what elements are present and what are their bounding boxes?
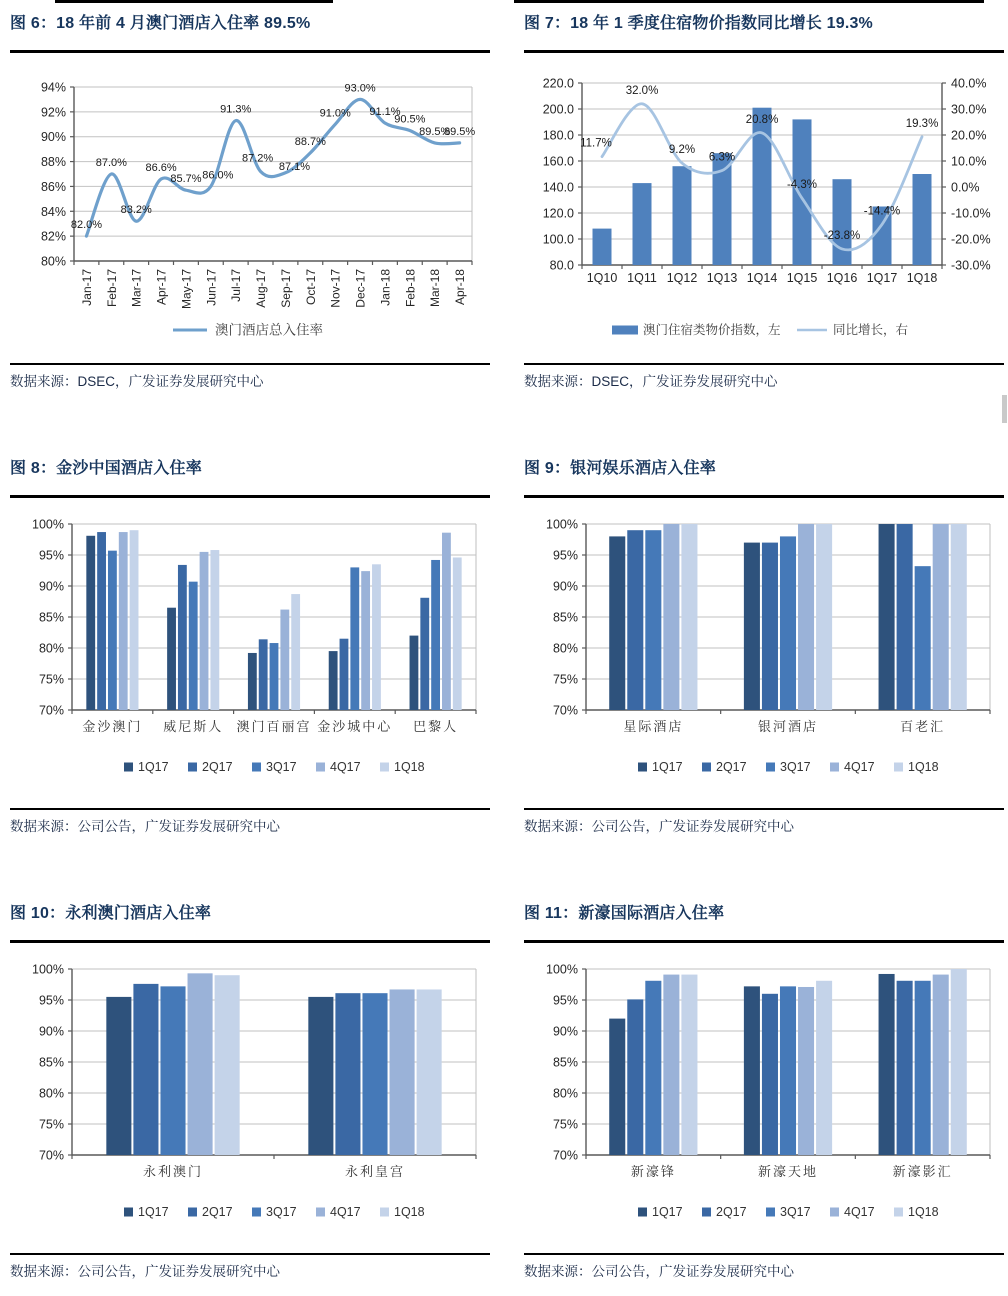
- figure-6-source: 数据来源：DSEC，广发证券发展研究中心: [10, 374, 264, 389]
- svg-text:40.0%: 40.0%: [951, 76, 987, 91]
- svg-text:86.6%: 86.6%: [145, 161, 177, 174]
- svg-text:新濠天地: 新濠天地: [757, 1164, 819, 1179]
- svg-text:1Q18: 1Q18: [394, 760, 425, 774]
- svg-text:90%: 90%: [552, 579, 578, 594]
- svg-text:Jun-17: Jun-17: [204, 269, 219, 306]
- figure-9-source: 数据来源：公司公告，广发证券发展研究中心: [524, 819, 794, 834]
- svg-text:70%: 70%: [552, 1148, 578, 1163]
- svg-text:1Q13: 1Q13: [706, 271, 738, 285]
- svg-text:-10.0%: -10.0%: [951, 206, 991, 221]
- svg-text:Feb-18: Feb-18: [403, 269, 418, 308]
- svg-text:9.2%: 9.2%: [668, 144, 696, 157]
- svg-text:120.0: 120.0: [542, 206, 574, 221]
- svg-text:160.0: 160.0: [542, 154, 574, 169]
- sands-china-occupancy-bar-chart: [10, 498, 490, 798]
- scrollbar-fragment: [1002, 395, 1007, 423]
- svg-text:-20.0%: -20.0%: [951, 232, 991, 247]
- svg-text:91.1%: 91.1%: [369, 106, 401, 119]
- svg-text:3Q17: 3Q17: [266, 760, 297, 774]
- svg-text:80%: 80%: [38, 1086, 64, 1101]
- galaxy-occupancy-bar-chart: [524, 498, 1004, 798]
- svg-text:100%: 100%: [32, 517, 64, 532]
- svg-text:89.5%: 89.5%: [419, 125, 451, 138]
- svg-text:95%: 95%: [38, 993, 64, 1008]
- svg-text:100%: 100%: [32, 962, 64, 977]
- svg-text:1Q18: 1Q18: [906, 271, 938, 285]
- svg-text:85%: 85%: [552, 610, 578, 625]
- svg-text:10.0%: 10.0%: [951, 154, 987, 169]
- svg-text:1Q17: 1Q17: [138, 1205, 169, 1219]
- svg-text:75%: 75%: [552, 672, 578, 687]
- figure-11-source: 数据来源：公司公告，广发证券发展研究中心: [524, 1264, 794, 1279]
- svg-text:100%: 100%: [546, 962, 578, 977]
- svg-text:11.7%: 11.7%: [580, 137, 612, 150]
- svg-text:90.5%: 90.5%: [394, 113, 426, 126]
- svg-text:Aug-17: Aug-17: [254, 269, 269, 308]
- svg-text:Apr-17: Apr-17: [154, 269, 169, 306]
- svg-text:2Q17: 2Q17: [716, 760, 747, 774]
- figure-11-title: 图 11：新濠国际酒店入住率: [524, 905, 725, 922]
- svg-text:May-17: May-17: [179, 269, 194, 310]
- figure-8-source: 数据来源：公司公告，广发证券发展研究中心: [10, 819, 280, 834]
- svg-text:70%: 70%: [552, 703, 578, 718]
- svg-text:1Q10: 1Q10: [586, 271, 618, 285]
- macau-hotel-occupancy-line-chart: [10, 53, 490, 353]
- svg-text:1Q12: 1Q12: [666, 271, 698, 285]
- melco-occupancy-bar-chart: [524, 943, 1004, 1243]
- figure-grid: [10, 0, 1008, 1287]
- figure-panel-6: [10, 0, 490, 397]
- svg-text:1Q17: 1Q17: [138, 760, 169, 774]
- svg-text:30.0%: 30.0%: [951, 102, 987, 117]
- svg-text:82%: 82%: [40, 229, 66, 244]
- svg-text:同比增长，右: 同比增长，右: [833, 323, 909, 337]
- svg-text:金沙澳门: 金沙澳门: [82, 719, 143, 734]
- svg-text:1Q17: 1Q17: [652, 760, 683, 774]
- svg-text:75%: 75%: [38, 672, 64, 687]
- svg-text:95%: 95%: [552, 548, 578, 563]
- svg-text:3Q17: 3Q17: [266, 1205, 297, 1219]
- svg-text:87.1%: 87.1%: [278, 160, 311, 173]
- svg-text:Nov-17: Nov-17: [328, 269, 343, 308]
- svg-text:88.7%: 88.7%: [294, 135, 326, 148]
- figure-7-title: 图 7：18 年 1 季度住宿物价指数同比增长 19.3%: [524, 15, 873, 32]
- svg-text:1Q17: 1Q17: [866, 271, 898, 285]
- svg-text:85.7%: 85.7%: [170, 173, 202, 186]
- svg-text:6.3%: 6.3%: [708, 151, 736, 164]
- svg-text:4Q17: 4Q17: [844, 760, 875, 774]
- svg-text:0.0%: 0.0%: [951, 180, 980, 195]
- svg-text:金沙城中心: 金沙城中心: [317, 719, 393, 734]
- svg-text:90%: 90%: [40, 130, 66, 145]
- svg-text:140.0: 140.0: [542, 180, 574, 195]
- svg-text:Apr-18: Apr-18: [453, 269, 468, 306]
- svg-text:100%: 100%: [546, 517, 578, 532]
- svg-text:90%: 90%: [38, 1024, 64, 1039]
- svg-text:Mar-17: Mar-17: [129, 269, 144, 308]
- svg-text:86%: 86%: [40, 179, 66, 194]
- figure-6-title: 图 6：18 年前 4 月澳门酒店入住率 89.5%: [10, 15, 311, 32]
- svg-text:89.5%: 89.5%: [443, 125, 476, 138]
- svg-text:1Q17: 1Q17: [652, 1205, 683, 1219]
- svg-text:100.0: 100.0: [542, 232, 574, 247]
- svg-text:百老汇: 百老汇: [900, 719, 946, 734]
- svg-text:澳门百丽宫: 澳门百丽宫: [236, 719, 312, 734]
- svg-text:Jul-17: Jul-17: [229, 269, 244, 302]
- svg-text:2Q17: 2Q17: [202, 760, 233, 774]
- svg-text:20.8%: 20.8%: [745, 113, 779, 126]
- svg-text:75%: 75%: [552, 1117, 578, 1132]
- svg-text:威尼斯人: 威尼斯人: [163, 719, 224, 734]
- svg-text:180.0: 180.0: [542, 128, 574, 143]
- svg-text:2Q17: 2Q17: [202, 1205, 233, 1219]
- svg-text:Feb-17: Feb-17: [104, 269, 119, 308]
- figure-panel-8: [10, 445, 490, 842]
- svg-text:巴黎人: 巴黎人: [413, 719, 459, 734]
- svg-text:85%: 85%: [38, 610, 64, 625]
- svg-text:Dec-17: Dec-17: [353, 269, 368, 308]
- wynn-occupancy-bar-chart: [10, 943, 490, 1243]
- figure-10-source: 数据来源：公司公告，广发证券发展研究中心: [10, 1264, 280, 1279]
- svg-text:91.0%: 91.0%: [319, 107, 351, 120]
- svg-text:-23.8%: -23.8%: [823, 229, 861, 242]
- svg-text:4Q17: 4Q17: [330, 1205, 361, 1219]
- svg-text:1Q18: 1Q18: [908, 1205, 939, 1219]
- svg-text:200.0: 200.0: [542, 102, 574, 117]
- svg-text:澳门酒店总入住率: 澳门酒店总入住率: [215, 322, 323, 338]
- svg-text:-4.3%: -4.3%: [786, 179, 818, 192]
- svg-text:70%: 70%: [38, 1148, 64, 1163]
- svg-text:91.3%: 91.3%: [220, 103, 252, 116]
- svg-text:Oct-17: Oct-17: [303, 269, 318, 306]
- figure-panel-9: [524, 445, 1004, 842]
- svg-text:1Q15: 1Q15: [786, 271, 818, 285]
- figure-7-source: 数据来源：DSEC，广发证券发展研究中心: [524, 374, 778, 389]
- svg-text:Jan-18: Jan-18: [378, 269, 393, 306]
- svg-text:新濠影汇: 新濠影汇: [892, 1164, 953, 1179]
- svg-text:70%: 70%: [38, 703, 64, 718]
- svg-text:1Q18: 1Q18: [908, 760, 939, 774]
- svg-text:80%: 80%: [40, 254, 66, 269]
- lodging-price-index-combo-chart: [524, 53, 1004, 353]
- svg-text:星际酒店: 星际酒店: [623, 719, 684, 734]
- svg-text:80.0: 80.0: [549, 258, 574, 273]
- svg-text:86.0%: 86.0%: [202, 169, 234, 182]
- svg-text:Jan-17: Jan-17: [79, 269, 94, 306]
- svg-text:92%: 92%: [40, 105, 66, 120]
- svg-text:90%: 90%: [38, 579, 64, 594]
- svg-text:95%: 95%: [552, 993, 578, 1008]
- svg-text:220.0: 220.0: [542, 76, 574, 91]
- svg-text:19.3%: 19.3%: [905, 117, 939, 130]
- svg-text:4Q17: 4Q17: [330, 760, 361, 774]
- svg-text:Mar-18: Mar-18: [428, 269, 443, 308]
- svg-text:Sep-17: Sep-17: [278, 269, 293, 308]
- svg-text:88%: 88%: [40, 155, 66, 170]
- figure-9-title: 图 9：银河娱乐酒店入住率: [524, 460, 716, 477]
- svg-text:1Q18: 1Q18: [394, 1205, 425, 1219]
- svg-text:1Q14: 1Q14: [746, 271, 778, 285]
- svg-text:新濠锋: 新濠锋: [630, 1164, 676, 1179]
- svg-text:84%: 84%: [40, 204, 66, 219]
- figure-8-title: 图 8：金沙中国酒店入住率: [10, 460, 202, 477]
- page-crop-artifact-left: [55, 0, 333, 3]
- svg-text:1Q11: 1Q11: [627, 271, 657, 285]
- svg-text:85%: 85%: [38, 1055, 64, 1070]
- svg-text:80%: 80%: [38, 641, 64, 656]
- svg-text:银河酒店: 银河酒店: [757, 719, 819, 734]
- svg-text:永利皇宫: 永利皇宫: [344, 1164, 406, 1179]
- figure-panel-7: [524, 0, 1004, 397]
- svg-text:95%: 95%: [38, 548, 64, 563]
- svg-text:2Q17: 2Q17: [716, 1205, 747, 1219]
- svg-text:82.0%: 82.0%: [70, 219, 103, 232]
- figure-panel-11: [524, 890, 1004, 1287]
- svg-text:87.0%: 87.0%: [95, 157, 127, 169]
- svg-text:-14.4%: -14.4%: [863, 205, 901, 218]
- svg-text:3Q17: 3Q17: [780, 760, 811, 774]
- svg-text:87.2%: 87.2%: [241, 152, 274, 165]
- svg-text:80%: 80%: [552, 1086, 578, 1101]
- svg-text:83.2%: 83.2%: [120, 204, 152, 217]
- svg-text:85%: 85%: [552, 1055, 578, 1070]
- svg-text:4Q17: 4Q17: [844, 1205, 875, 1219]
- svg-text:32.0%: 32.0%: [625, 84, 659, 97]
- svg-text:1Q16: 1Q16: [826, 271, 858, 285]
- svg-text:澳门住宿类物价指数，左: 澳门住宿类物价指数，左: [643, 323, 781, 337]
- svg-text:20.0%: 20.0%: [951, 128, 987, 143]
- svg-text:75%: 75%: [38, 1117, 64, 1132]
- page-crop-artifact-right: [514, 0, 984, 3]
- svg-text:90%: 90%: [552, 1024, 578, 1039]
- svg-text:80%: 80%: [552, 641, 578, 656]
- figure-10-title: 图 10：永利澳门酒店入住率: [10, 905, 212, 922]
- svg-text:93.0%: 93.0%: [344, 82, 376, 95]
- svg-text:-30.0%: -30.0%: [951, 258, 991, 273]
- svg-text:94%: 94%: [40, 80, 66, 95]
- figure-panel-10: [10, 890, 490, 1287]
- svg-text:永利澳门: 永利澳门: [142, 1164, 204, 1179]
- svg-text:3Q17: 3Q17: [780, 1205, 811, 1219]
